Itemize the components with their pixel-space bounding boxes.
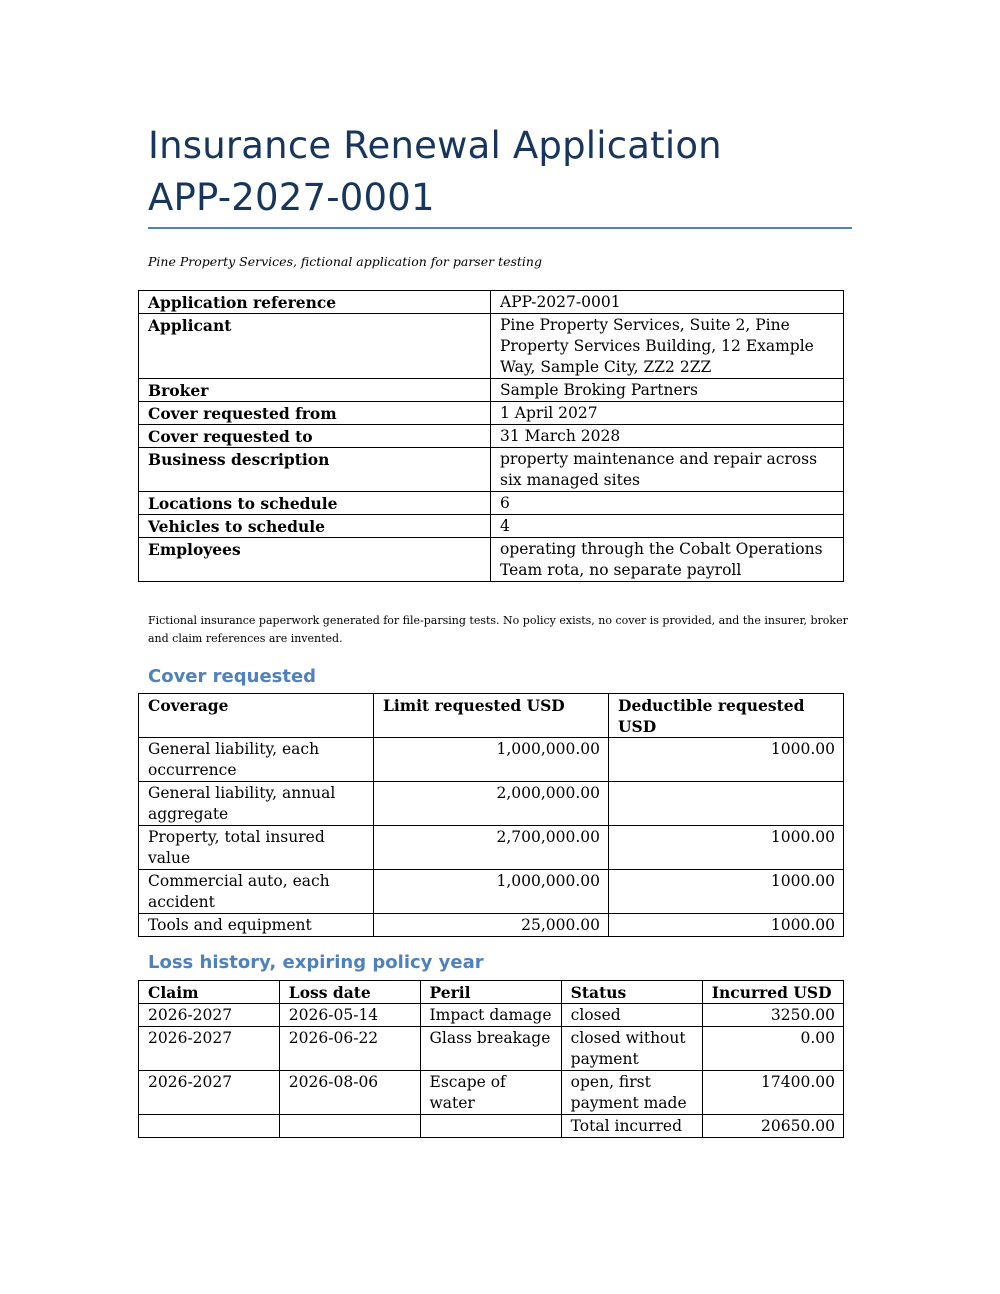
field-label: Locations to schedule — [139, 492, 491, 515]
claim-cell: 2026-2027 — [139, 1071, 280, 1115]
peril-cell: Impact damage — [420, 1004, 561, 1027]
loss-date-cell: 2026-08-06 — [279, 1071, 420, 1115]
incurred-cell: 0.00 — [702, 1027, 843, 1071]
field-value: 1 April 2027 — [491, 402, 844, 425]
limit-cell: 2,700,000.00 — [373, 826, 608, 870]
field-label: Vehicles to schedule — [139, 515, 491, 538]
loss-history-table — [138, 980, 844, 1138]
table-row — [139, 402, 844, 425]
application-summary-table — [138, 290, 844, 582]
table-row — [139, 738, 844, 782]
field-value: 6 — [491, 492, 844, 515]
claim-cell: 2026-2027 — [139, 1004, 280, 1027]
coverage-cell: Property, total insured value — [139, 826, 374, 870]
table-row — [139, 914, 844, 937]
table-row — [139, 314, 844, 379]
cover-section-heading: Cover requested — [148, 666, 317, 687]
field-value: Sample Broking Partners — [491, 379, 844, 402]
document-subtitle: Pine Property Services, fictional application for parser testing — [148, 254, 542, 269]
status-cell: closed — [561, 1004, 702, 1027]
table-row — [139, 1071, 844, 1115]
column-header: Claim — [139, 981, 280, 1004]
deductible-cell: 1000.00 — [609, 826, 844, 870]
column-header: Deductible requested USD — [609, 694, 844, 738]
table-row — [139, 782, 844, 826]
table-row — [139, 826, 844, 870]
column-header: Loss date — [279, 981, 420, 1004]
table-row — [139, 1027, 844, 1071]
deductible-cell: 1000.00 — [609, 914, 844, 937]
field-label: Cover requested to — [139, 425, 491, 448]
claim-cell: 2026-2027 — [139, 1027, 280, 1071]
coverage-cell: General liability, each occurrence — [139, 738, 374, 782]
total-value: 20650.00 — [702, 1115, 843, 1138]
field-value: property maintenance and repair across six managed sites — [491, 448, 844, 492]
status-cell: closed without payment — [561, 1027, 702, 1071]
disclaimer-text: Fictional insurance paperwork generated for file-parsing tests. No policy exists, no cover is provided, and the insurer, broker and claim references are invented. — [148, 614, 848, 645]
deductible-cell: 1000.00 — [609, 870, 844, 914]
empty-cell — [279, 1115, 420, 1138]
table-row — [139, 379, 844, 402]
field-label: Cover requested from — [139, 402, 491, 425]
field-value: 31 March 2028 — [491, 425, 844, 448]
status-cell: open, first payment made — [561, 1071, 702, 1115]
total-row — [139, 1115, 844, 1138]
column-header: Status — [561, 981, 702, 1004]
loss-date-cell: 2026-05-14 — [279, 1004, 420, 1027]
column-header: Peril — [420, 981, 561, 1004]
field-value: 4 — [491, 515, 844, 538]
column-header: Incurred USD — [702, 981, 843, 1004]
coverage-cell: Tools and equipment — [139, 914, 374, 937]
field-label: Business description — [139, 448, 491, 492]
table-header-row — [139, 694, 844, 738]
field-value: APP-2027-0001 — [491, 291, 844, 314]
cover-requested-table — [138, 693, 844, 937]
table-row — [139, 448, 844, 492]
limit-cell: 1,000,000.00 — [373, 738, 608, 782]
field-value: operating through the Cobalt Operations Team rota, no separate payroll — [491, 538, 844, 582]
limit-cell: 1,000,000.00 — [373, 870, 608, 914]
loss-date-cell: 2026-06-22 — [279, 1027, 420, 1071]
document-title — [148, 120, 852, 224]
table-row — [139, 1004, 844, 1027]
empty-cell — [139, 1115, 280, 1138]
total-label: Total incurred — [561, 1115, 702, 1138]
column-header: Limit requested USD — [373, 694, 608, 738]
field-label: Employees — [139, 538, 491, 582]
title-divider — [148, 227, 852, 229]
coverage-cell: General liability, annual aggregate — [139, 782, 374, 826]
limit-cell: 25,000.00 — [373, 914, 608, 937]
table-row — [139, 515, 844, 538]
deductible-cell: 1000.00 — [609, 738, 844, 782]
table-header-row — [139, 981, 844, 1004]
deductible-cell — [609, 782, 844, 826]
coverage-cell: Commercial auto, each accident — [139, 870, 374, 914]
field-label: Applicant — [139, 314, 491, 379]
limit-cell: 2,000,000.00 — [373, 782, 608, 826]
table-row — [139, 538, 844, 582]
incurred-cell: 3250.00 — [702, 1004, 843, 1027]
table-row — [139, 492, 844, 515]
incurred-cell: 17400.00 — [702, 1071, 843, 1115]
field-label: Application reference — [139, 291, 491, 314]
field-value: Pine Property Services, Suite 2, Pine Property Services Building, 12 Example Way, Sample City, ZZ2 2ZZ — [491, 314, 844, 379]
table-row — [139, 291, 844, 314]
field-label: Broker — [139, 379, 491, 402]
title-line-2: APP-2027-0001 — [148, 176, 435, 219]
table-row — [139, 870, 844, 914]
peril-cell: Escape of water — [420, 1071, 561, 1115]
column-header: Coverage — [139, 694, 374, 738]
peril-cell: Glass breakage — [420, 1027, 561, 1071]
table-row — [139, 425, 844, 448]
title-line-1: Insurance Renewal Application — [148, 124, 722, 167]
loss-history-heading: Loss history, expiring policy year — [148, 952, 484, 973]
empty-cell — [420, 1115, 561, 1138]
